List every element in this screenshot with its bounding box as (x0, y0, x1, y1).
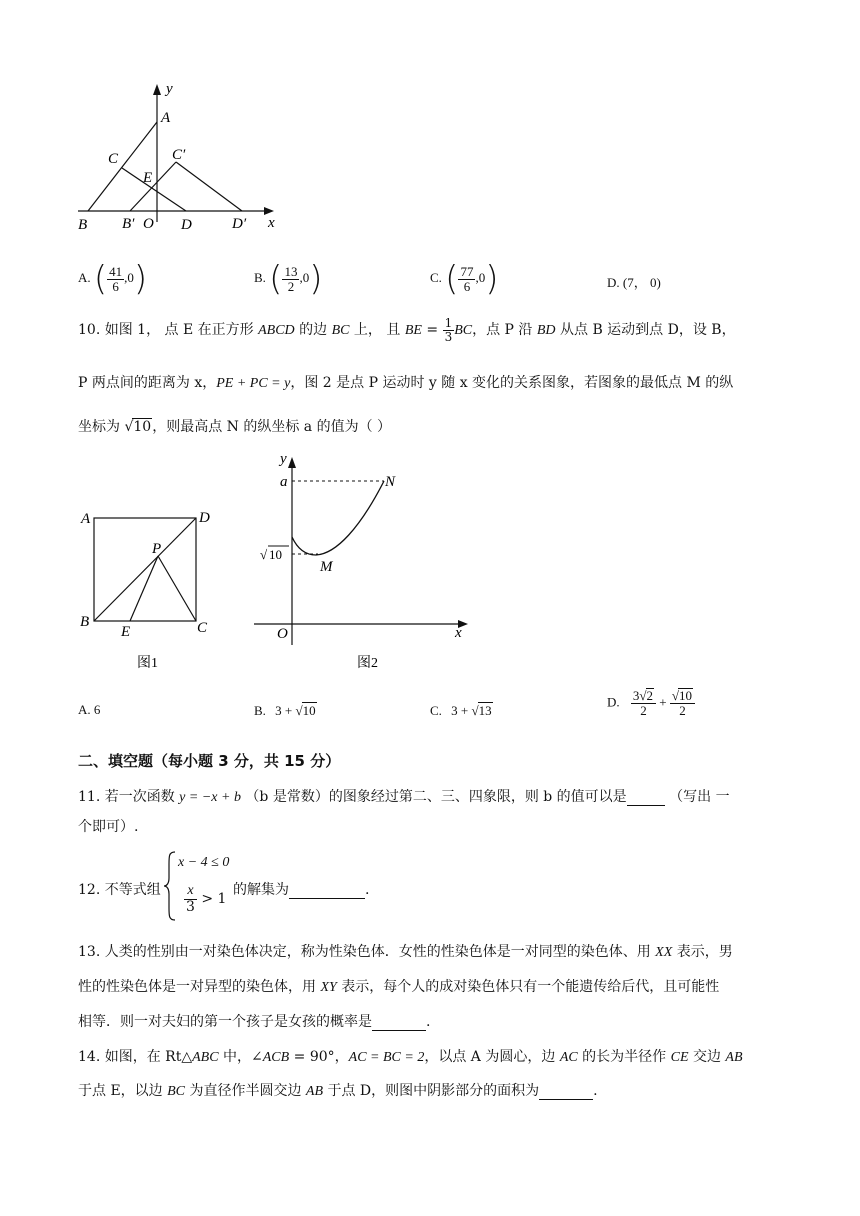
label-A: A (81, 511, 91, 527)
label-Bprime: B′ (122, 216, 135, 232)
label-N: N (385, 474, 396, 490)
label-x: x (268, 215, 275, 231)
label-C: C (197, 620, 208, 636)
right-paren: ) (133, 259, 148, 299)
q12-suffix: 的解集为 . (233, 882, 370, 898)
arc-CE: CE (670, 1050, 689, 1065)
label-E: E (143, 170, 153, 186)
fraction-one-third: $\frac{1}{3}$ (444, 316, 453, 344)
label-D: D (199, 510, 210, 526)
sqrt-symbol: √ (260, 547, 268, 562)
q9-option-d[interactable]: D. (7， 0) (607, 275, 661, 290)
right-paren: ) (309, 259, 323, 299)
label-E: E (121, 624, 131, 640)
q10-line-1: 10. 如图 1， 点 E 在正方形 ABCD 的边 BC 上， 且 BE = $\frac{1}{3}$ BC，点 P 沿 BD 从点 B 运动到点 D，设 B， (78, 316, 736, 344)
segment-PE (130, 556, 158, 621)
fraction: $\frac{41}{6}$ (109, 263, 123, 294)
q10-figure-2 (250, 448, 475, 676)
answer-blank[interactable] (627, 789, 665, 806)
q9-figure (70, 75, 290, 240)
q11-line-2: 个即可）. (78, 819, 139, 835)
x-axis-arrow (264, 207, 274, 215)
segment-CpDp (176, 162, 242, 211)
segment-PC (158, 556, 196, 621)
segment-CD (122, 168, 186, 211)
label-O: O (143, 216, 154, 232)
q12-inequality-1: x − 4 ≤ 0 (178, 855, 230, 870)
q10-option-c[interactable]: C. 3 + √13 (430, 703, 492, 718)
fraction: $\frac{13}{2}$ (284, 263, 298, 294)
q14-line-1: 14. 如图，在 Rt△ABC 中，∠ACB = 90°，AC = BC = 2，以点 A 为圆心，边 AC 的长为半径作 CE 交边 AB (78, 1049, 743, 1065)
option-letter: C. (430, 269, 442, 285)
q12-prefix: 12. 不等式组 (78, 882, 161, 898)
fraction-sqrt10-over-2: $\frac{√10}{2}$ (670, 688, 695, 717)
label-sqrt10: 10 (269, 547, 282, 562)
sqrt-symbol: √ (124, 419, 134, 435)
label-B: B (80, 614, 90, 630)
sqrt-symbol: √ (471, 703, 479, 718)
label-y: y (280, 451, 287, 467)
section-heading: 二、填空题（每小题 3 分，共 15 分） (78, 752, 341, 770)
q10-option-a[interactable]: A. 6 (78, 702, 101, 717)
label-P: P (152, 541, 162, 557)
left-paren: ( (445, 259, 459, 299)
q10-line-2: P 两点间的距离为 x，PE + PC = y，图 2 是点 P 运动时 y 随 x 变化的关系图象，若图象的最低点 M 的纵 (78, 375, 734, 391)
label-a: a (280, 474, 288, 490)
function-curve (292, 481, 384, 555)
q14-line-2: 于点 E，以边 BC 为直径作半圆交边 AB 于点 D，则图中阴影部分的面积为 . (78, 1083, 598, 1099)
label-M: M (320, 559, 333, 575)
caption-fig2: 图2 (357, 656, 378, 671)
y-axis-arrow (288, 457, 296, 468)
label-O: O (277, 626, 288, 642)
answer-blank[interactable] (539, 1083, 593, 1100)
brace (163, 850, 177, 922)
label-D: D (181, 217, 192, 233)
fraction-x-over-3: $\frac{x}{3}$ (186, 883, 195, 915)
q10-option-b[interactable]: B. 3 + √10 (254, 703, 316, 718)
label-C: C (108, 151, 119, 167)
q13-line-2: 性的性染色体是一对异型的染色体，用 XY 表示，每个人的成对染色体只有一个能遗传给后代，且可能性 (78, 979, 720, 995)
segment-BpCp (130, 162, 176, 211)
fraction: $\frac{77}{6}$ (460, 263, 474, 294)
q13-line-1: 13. 人类的性别由一对染色体决定，称为性染色体．女性的性染色体是一对同型的染色体、用 XX 表示，男 (78, 944, 733, 960)
option-letter: A. (78, 269, 91, 285)
q12-inequality-2: $\frac{x}{3}$ > 1 (186, 883, 227, 915)
right-paren: ) (485, 259, 499, 299)
q13-line-3: 相等．则一对夫妇的第一个孩子是女孩的概率是 . (78, 1014, 431, 1030)
label-A: A (161, 110, 171, 126)
sqrt-symbol: √ (295, 703, 303, 718)
q9-option-c[interactable]: C. ( $\frac{77}{6}$ ,0) (430, 259, 499, 299)
segment-BA (88, 122, 157, 211)
q10-figure-1 (75, 505, 215, 675)
diagonal-BD (94, 518, 196, 621)
q10-option-d[interactable]: D. $\frac{3√2}{2}$ + $\frac{√10}{2}$ (607, 688, 695, 717)
option-letter: B. (254, 269, 266, 285)
q9-option-b[interactable]: B. ( $\frac{13}{2}$ ,0) (254, 259, 323, 299)
label-Cprime: C′ (172, 147, 186, 163)
label-y: y (166, 81, 173, 97)
label-x: x (455, 625, 462, 641)
left-paren: ( (93, 259, 108, 299)
q11-line-1: 11. 若一次函数 y = −x + b （b 是常数）的图象经过第二、三、四象限，则 b 的值可以是 （写出 一 (78, 789, 730, 805)
answer-blank[interactable] (289, 882, 365, 899)
left-paren: ( (269, 259, 283, 299)
fraction-3sqrt2-over-2: $\frac{3√2}{2}$ (631, 688, 656, 717)
caption-fig1: 图1 (137, 656, 158, 671)
answer-blank[interactable] (372, 1014, 426, 1031)
q10-line-3: 坐标为 √10，则最高点 N 的纵坐标 a 的值为（ ） (78, 419, 392, 435)
label-Dprime: D′ (232, 216, 247, 232)
label-B: B (78, 217, 88, 233)
y-axis-arrow (153, 84, 161, 95)
q9-option-a[interactable]: A. ( $\frac{41}{6}$ ,0) (78, 259, 148, 299)
